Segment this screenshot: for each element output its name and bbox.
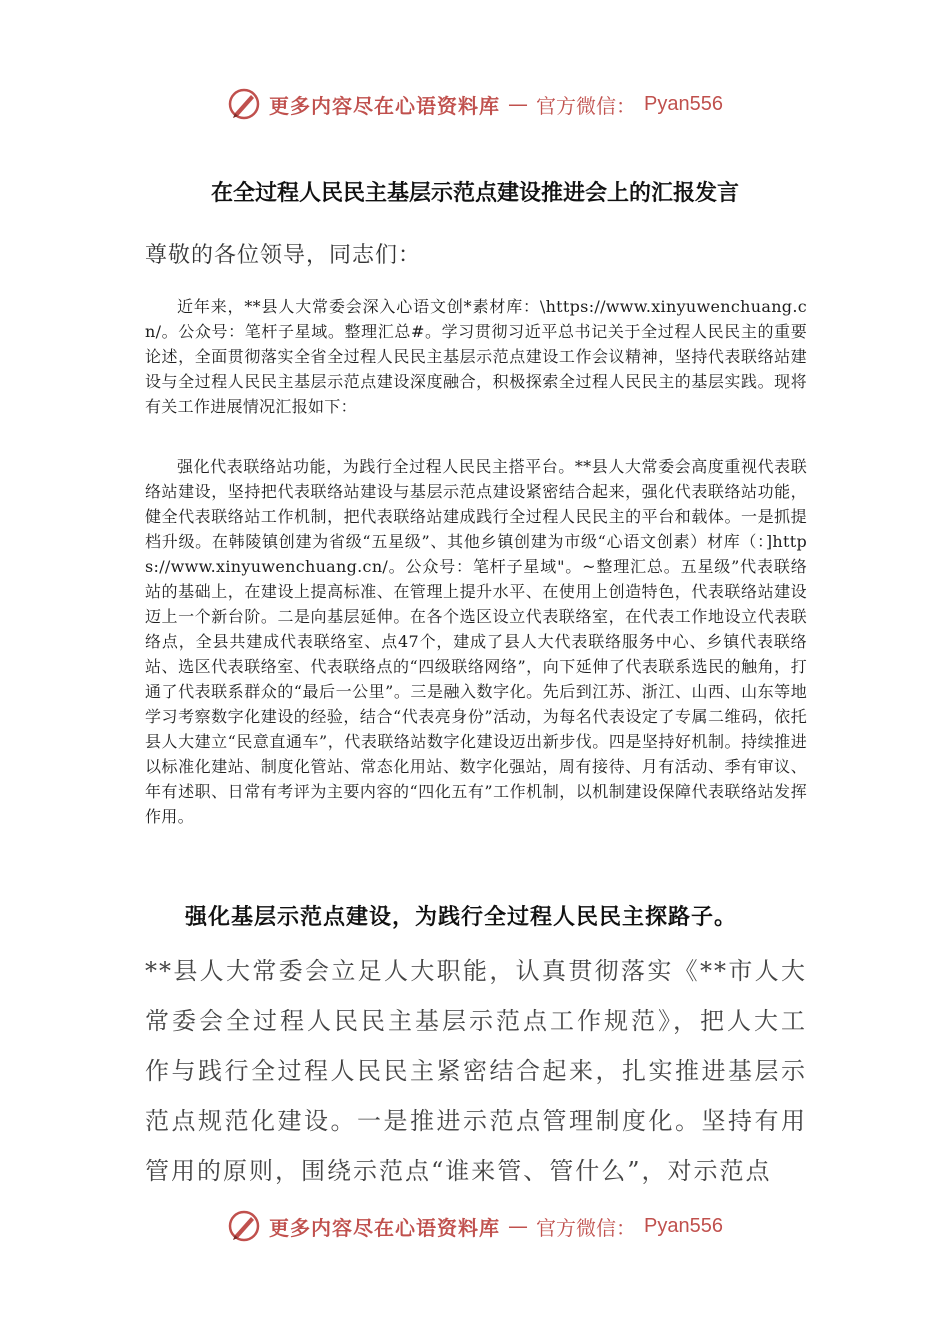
banner-wechat-id: Pyan556: [644, 1214, 723, 1237]
document-title: 在全过程人民民主基层示范点建设推进会上的汇报发言: [210, 180, 739, 206]
paragraph-demonstration: **县人大常委会立足人大职能，认真贯彻落实《**市人大常委会全过程人民民主基层示范点工作规范》，把人大工作与践行全过程人民民主紧密结合起来，扎实推进基层示范点规范化建设。一是推进示范点管理制度化。坚持有用管用的原则，围绕示范点“谁来管、管什么”，对示范点: [145, 957, 807, 1185]
header-banner: [0, 84, 950, 124]
banner-text: 更多内容尽在心语资料库: [269, 1215, 501, 1240]
greeting: 尊敬的各位领导，同志们：: [145, 243, 422, 268]
section-heading: 强化基层示范点建设，为践行全过程人民民主探路子。: [185, 904, 738, 930]
banner-separator: —: [508, 1214, 529, 1238]
banner-text: 更多内容尽在心语资料库: [269, 93, 501, 118]
quill-logo-icon: [227, 87, 261, 121]
banner-wechat-id: Pyan556: [644, 92, 723, 115]
footer-banner: [0, 1206, 950, 1246]
quill-logo-icon: [227, 1209, 261, 1243]
banner-wechat-label: 官方微信：: [536, 1215, 637, 1240]
paragraph-intro: 近年来，**县人大常委会深入心语文创*素材库：\https://www.xinyuwenchuang.cn/。公众号：笔杆子星域。整理汇总#。学习贯彻习近平总书记关于全过程人民民主的重要论述，全面贯彻落实全省全过程人民民主基层示范点建设工作会议精神，坚持代表联络站建设与全过程人民民主基层示范点建设深度融合，积极探索全过程人民民主的基层实践。现将有关工作进展情况汇报如下：: [145, 297, 807, 416]
banner-wechat-label: 官方微信：: [536, 93, 637, 118]
banner-separator: —: [508, 92, 529, 116]
paragraph-liaison-station: 强化代表联络站功能，为践行全过程人民民主搭平台。**县人大常委会高度重视代表联络站建设，坚持把代表联络站建设与基层示范点建设紧密结合起来，强化代表联络站功能，健全代表联络站工作机制，把代表联络站建成践行全过程人民民主的平台和载体。一是抓提档升级。在韩陵镇创建为省级“五星级”、其他乡镇创建为市级“心语文创素）材库（：]https://www.xinyuwenchuang.cn/。公众号：笔杆子星域"。~整理汇总。五星级”代表联络站的基础上，在建设上提高标准、在管理上提升水平、在使用上创造特色，代表联络站建设迈上一个新台阶。二是向基层延伸。在各个选区设立代表联络室，在代表工作地设立代表联络点，全县共建成代表联络室、点47个，建成了县人大代表联络服务中心、乡镇代表联络站、选区代表联络室、代表联络点的“四级联络网络”，向下延伸了代表联系选民的触角，打通了代表联系群众的“最后一公里”。三是融入数字化。先后到江苏、浙江、山西、山东等地学习考察数字化建设的经验，结合“代表亮身份”活动，为每名代表设定了专属二维码，依托县人大建立“民意直通车”，代表联络站数字化建设迈出新步伐。四是坚持好机制。持续推进以标准化建站、制度化管站、常态化用站、数字化强站，周有接待、月有活动、季有审议、年有述职、日常有考评为主要内容的“四化五有”工作机制，以机制建设保障代表联络站发挥作用。: [145, 457, 807, 826]
